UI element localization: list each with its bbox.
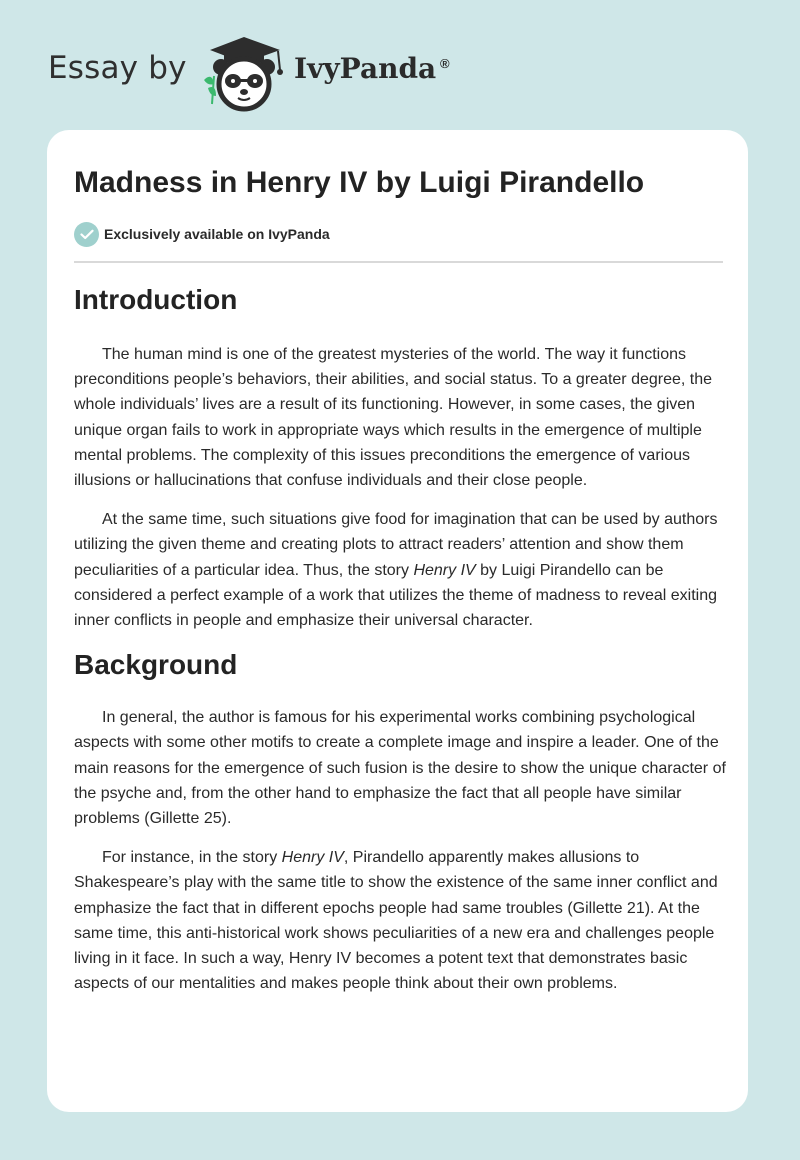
brand-name[interactable]: IvyPanda (294, 52, 437, 85)
paragraph-text: by Luigi Pirandello can be considered a perfect example of a work that utilizes the theme of madness to reveal exiting inner conflicts in people and emphasize their universal character. (74, 561, 718, 630)
divider (74, 261, 723, 263)
exclusive-badge (74, 221, 330, 247)
paragraph-text: For instance, in the story (102, 849, 282, 867)
essay-card (47, 130, 748, 1112)
badge-text: Exclusively available on IvyPanda (104, 226, 330, 242)
site-header (0, 0, 800, 130)
registered-mark: ® (440, 56, 450, 71)
paragraph (74, 507, 726, 633)
check-icon (74, 222, 99, 247)
book-title-italic: Henry IV (281, 849, 344, 867)
panda-logo-icon[interactable] (200, 34, 292, 112)
paragraph: In general, the author is famous for his experimental works combining psychological aspects with some other motifs to create a complete image and inspire a leader. One of the main reasons for the emergence of such fusion is the desire to show the unique character of the psyche and, from the other hand to emphasize the fact that all people have similar problems (Gillette 25). (74, 709, 726, 828)
paragraph-text: , Pirandello apparently makes allusions to Shakespeare’s play with the same title to show the existence of the same inner conflict and emphasize the fact that in different epochs people had same troubles (Gillette 21). At the same time, this anti-historical work shows peculiarities of a new era and challenges people living in it face. In such a way, Henry IV becomes a potent text that demonstrates basic aspects of our mentalities and makes people think about their own problems. (74, 849, 718, 993)
brand-prefix: Essay by (48, 50, 187, 86)
section-heading-introduction: Introduction (74, 284, 238, 315)
paragraph-text: At the same time, such situations give food for imagination that can be used by authors utilizing the given theme and creating plots to attract readers’ attention and show them peculiarities of a particular idea. Thus, the story (74, 511, 718, 579)
section-heading-background: Background (74, 649, 238, 681)
paragraph (74, 845, 726, 996)
page-title: Madness in Henry IV by Luigi Pirandello (74, 166, 645, 199)
book-title-italic: Henry IV (413, 561, 476, 579)
article-body (74, 282, 726, 996)
paragraph: The human mind is one of the greatest mysteries of the world. The way it functions preconditions people’s behaviors, their abilities, and social status. To a greater degree, the whole individuals’ lives are a result of its functioning. However, in some cases, the given unique organ fails to work in appropriate ways which results in the emergence of multiple mental problems. The complexity of this issues preconditions the emergence of various illusions or hallucinations that confuse individuals and their close people. (74, 346, 713, 490)
